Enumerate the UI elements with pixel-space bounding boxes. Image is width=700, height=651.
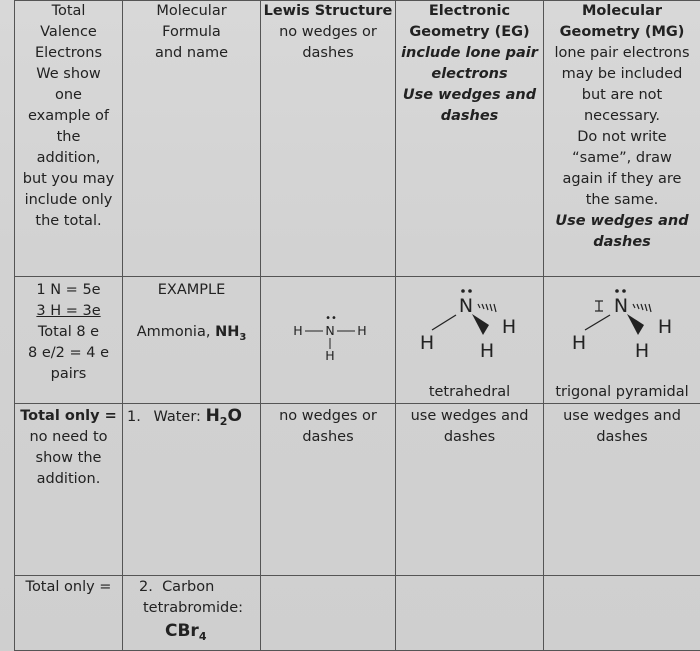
- ammonia-name: [123, 322, 260, 348]
- header-lewis-note: no wedges or: [279, 24, 377, 40]
- mg-n: N: [613, 295, 629, 317]
- header-valence-electrons: [15, 1, 123, 277]
- water-mg-note: dashes: [596, 429, 648, 445]
- eg-dash-bond: [494, 304, 496, 312]
- water-eg-note: dashes: [443, 429, 496, 445]
- header-valence-line: include only: [24, 192, 113, 208]
- water-lewis-note: dashes: [302, 429, 354, 445]
- water-mg-cell: [544, 404, 700, 576]
- example-valence-line: pairs: [50, 366, 87, 382]
- header-molecular-formula: [123, 1, 261, 277]
- header-mg-italic-note: Use wedges and: [555, 213, 689, 229]
- header-molecular-geometry: [544, 1, 700, 277]
- lewis-h-left: H: [293, 323, 303, 338]
- mg-dash-bond: [649, 304, 651, 312]
- cbr4-formula-subscript: 4: [198, 629, 207, 643]
- water-formula-cell: [123, 404, 261, 576]
- example-mg-cell: [544, 277, 700, 404]
- header-eg-title: Geometry (EG): [409, 24, 530, 40]
- lewis-h-right: H: [357, 323, 367, 338]
- cbr4-formula-cell: [123, 576, 261, 651]
- eg-dash-bond: [478, 304, 480, 308]
- mg-caption: trigonal pyramidal: [555, 384, 689, 400]
- water-formula-o: O: [227, 406, 242, 426]
- header-eg-title: Electronic: [428, 3, 511, 19]
- water-number: 1.: [127, 409, 141, 425]
- cbr4-formula: [139, 621, 260, 647]
- water-eg-note: use wedges and: [410, 408, 529, 424]
- water-lewis-cell: [261, 404, 396, 576]
- mg-h-right: H: [657, 316, 673, 338]
- example-lewis-cell: [261, 277, 396, 404]
- mg-lone-pair-dot: [622, 289, 626, 293]
- header-valence-line: Electrons: [34, 45, 103, 61]
- header-electronic-geometry: [396, 1, 544, 277]
- eg-dash-bond: [482, 304, 484, 309]
- header-eg-note: Use wedges and: [402, 87, 537, 103]
- lewis-n: N: [325, 323, 335, 338]
- ammonia-formula: NH: [215, 324, 240, 340]
- cbr4-formula-main: CBr: [165, 621, 199, 641]
- eg-n: N: [458, 295, 474, 317]
- mg-dash-bond: [637, 304, 639, 309]
- example-valence-cell: [15, 277, 123, 404]
- header-mg-note: necessary.: [583, 108, 661, 124]
- header-valence-line: the total.: [35, 213, 102, 229]
- header-row: [15, 1, 700, 277]
- header-lewis-structure: [261, 1, 396, 277]
- water-valence-note: addition.: [36, 471, 101, 487]
- header-valence-line: one: [55, 87, 82, 103]
- ammonia-lewis-structure: [261, 277, 395, 387]
- eg-lone-pair-dot: [461, 289, 465, 293]
- header-mg-title: Molecular: [581, 3, 663, 19]
- eg-caption: tetrahedral: [428, 384, 511, 400]
- header-eg-note: electrons: [431, 66, 508, 82]
- eg-dash-bond: [486, 304, 488, 310]
- header-eg-note: dashes: [440, 108, 499, 124]
- water-row: [15, 404, 700, 576]
- cbr4-mg-cell: [544, 576, 700, 651]
- example-valence-line: Total 8 e: [37, 324, 100, 340]
- ammonia-formula-subscript: 3: [239, 331, 247, 343]
- header-valence-line: addition,: [36, 150, 101, 166]
- eg-wedge-bond: [472, 314, 489, 335]
- header-formula-line: Molecular: [156, 3, 227, 19]
- eg-h-right: H: [501, 316, 517, 338]
- header-valence-line: but you may: [22, 171, 115, 187]
- tetrahedral-diagram: [396, 277, 543, 383]
- eg-h-left: H: [419, 332, 435, 354]
- example-valence-line: 8 e/2 = 4 e: [28, 345, 109, 361]
- mg-h-bottom: H: [634, 340, 650, 362]
- cbr4-eg-cell: [396, 576, 544, 651]
- header-formula-line: and name: [154, 45, 228, 61]
- water-mg-note: use wedges and: [563, 408, 681, 424]
- mg-bond-left: [585, 315, 610, 330]
- lewis-lone-pair: ••: [325, 313, 337, 324]
- header-valence-line: the: [56, 129, 81, 145]
- cbr4-lewis-cell: [261, 576, 396, 651]
- header-mg-note: the same.: [585, 192, 659, 208]
- header-valence-line: Valence: [40, 24, 97, 40]
- header-mg-title: Geometry (MG): [559, 24, 685, 40]
- water-name: Water:: [153, 409, 206, 425]
- example-eg-cell: [396, 277, 544, 404]
- example-formula-cell: [123, 277, 261, 404]
- mg-wedge-bond: [627, 314, 644, 335]
- header-lewis-note: dashes: [302, 45, 354, 61]
- header-mg-note: may be included: [561, 66, 683, 82]
- header-mg-note: lone pair electrons: [554, 45, 690, 61]
- water-formula-subscript: 2: [219, 414, 228, 428]
- lewis-h-bottom: H: [325, 348, 335, 363]
- header-formula-line: Formula: [162, 24, 221, 40]
- example-valence-line: 1 N = 5e: [36, 282, 101, 298]
- header-lewis-title: Lewis Structure: [263, 3, 393, 19]
- eg-dash-bond: [490, 304, 492, 311]
- mg-dash-bond: [645, 304, 647, 311]
- eg-lone-pair-dot: [468, 289, 472, 293]
- cbr4-number: 2.: [139, 579, 153, 595]
- water-valence-cell: [15, 404, 123, 576]
- eg-h-bottom: H: [479, 340, 495, 362]
- ammonia-name-text: Ammonia,: [136, 324, 216, 340]
- cbr4-valence-label: Total only =: [25, 579, 112, 595]
- water-valence-note: no need to: [29, 429, 108, 445]
- water-valence-label: Total only =: [20, 408, 117, 424]
- mg-h-left: H: [571, 332, 587, 354]
- cbr4-name: Carbon: [162, 579, 215, 595]
- header-mg-note: but are not: [581, 87, 663, 103]
- cbr4-name: tetrabromide:: [143, 600, 244, 616]
- example-label: EXAMPLE: [157, 282, 226, 298]
- header-valence-line: We show: [36, 66, 101, 82]
- header-mg-note: Do not write: [577, 129, 667, 145]
- mg-dash-bond: [641, 304, 643, 310]
- mg-lone-pair-dot: [615, 289, 619, 293]
- example-valence-line: 3 H = 3e: [36, 303, 101, 319]
- header-mg-note: “same”, draw: [572, 150, 672, 166]
- water-eg-cell: [396, 404, 544, 576]
- cbr4-name-first: [139, 577, 260, 598]
- cbr4-row: [15, 576, 700, 651]
- eg-bond-left: [432, 315, 456, 330]
- water-valence-note: show the: [35, 450, 102, 466]
- header-mg-italic-note: dashes: [593, 234, 651, 250]
- example-row: [15, 277, 700, 404]
- cbr4-valence-cell: [15, 576, 123, 651]
- geometry-worksheet-table: [14, 0, 700, 651]
- trigonal-pyramidal-diagram: [544, 277, 700, 383]
- header-valence-line: Total: [51, 3, 86, 19]
- water-formula-h: H: [205, 406, 220, 426]
- header-eg-note: include lone pair: [401, 45, 538, 61]
- header-mg-note: again if they are: [562, 171, 682, 187]
- mg-dash-bond: [633, 304, 635, 308]
- header-valence-line: example of: [28, 108, 109, 124]
- water-lewis-note: no wedges or: [279, 408, 377, 424]
